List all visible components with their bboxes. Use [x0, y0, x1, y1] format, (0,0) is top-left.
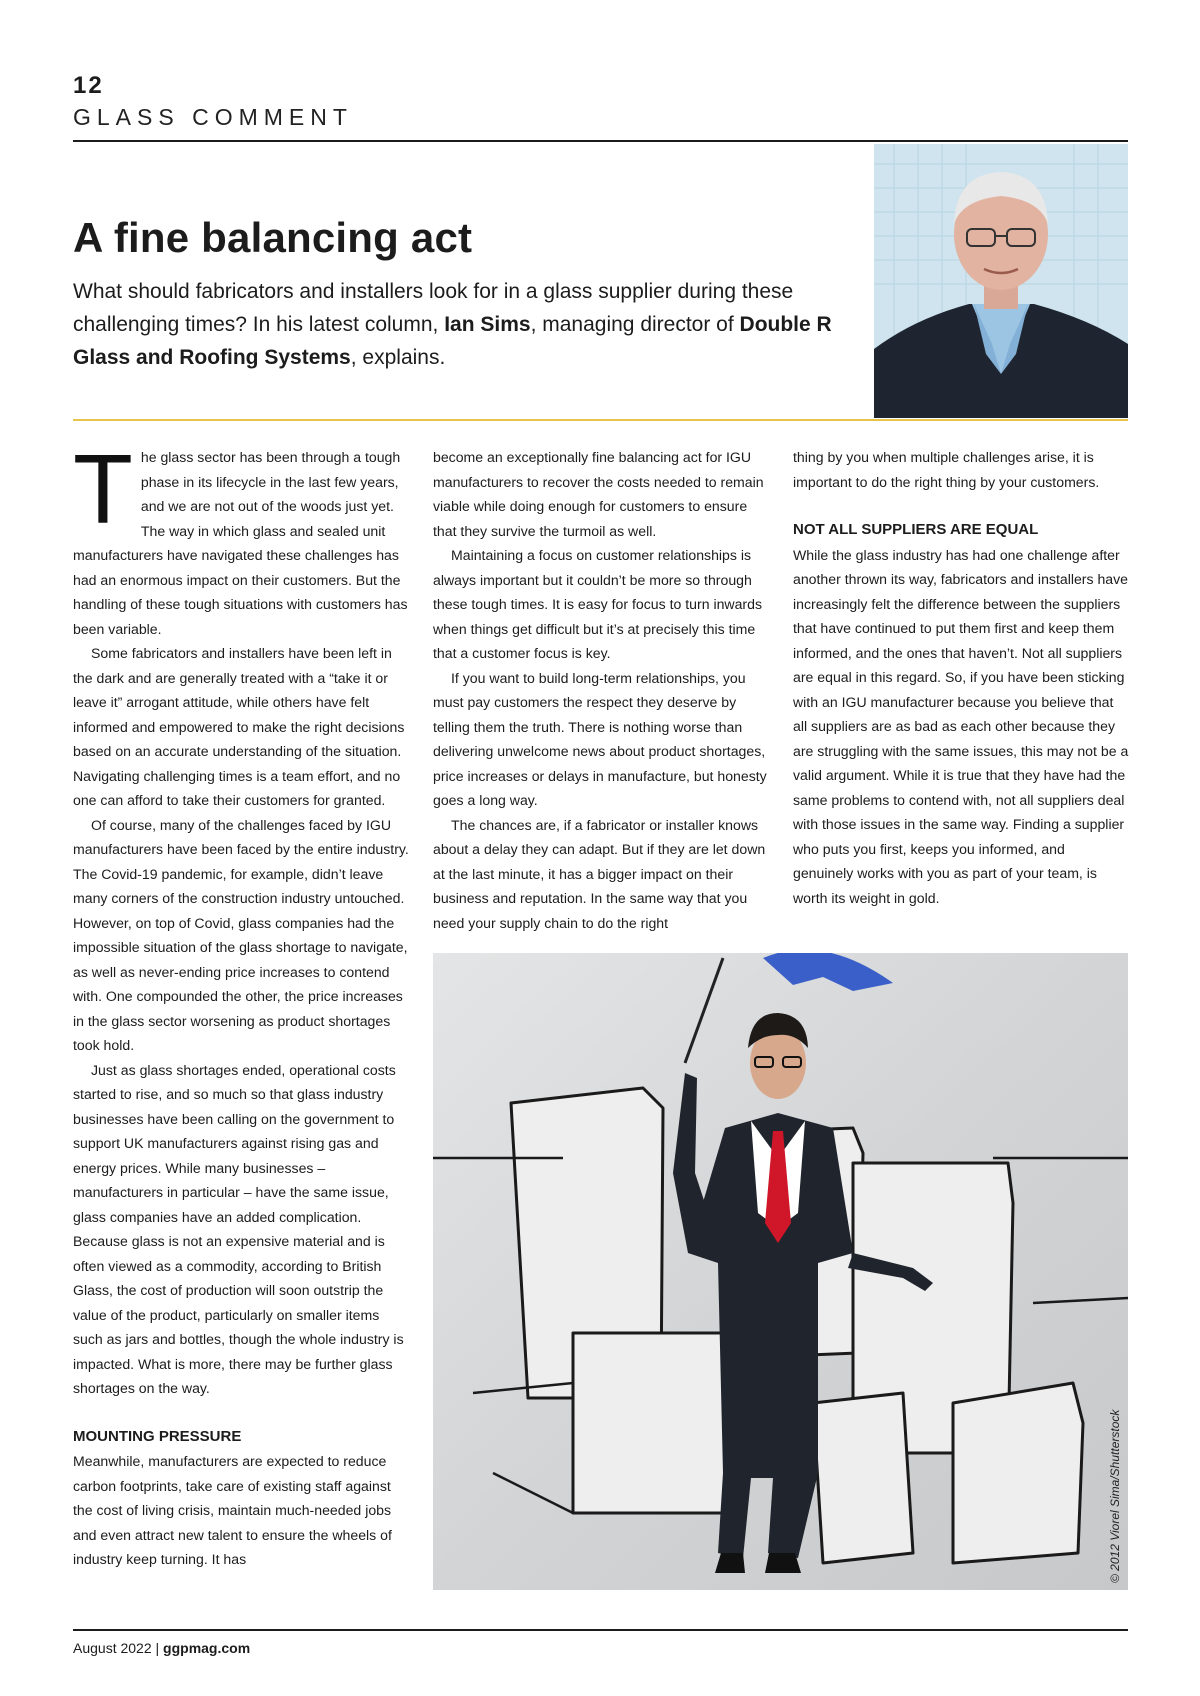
issue-date: August 2022: [73, 1640, 152, 1656]
author-name: Ian Sims: [444, 313, 531, 336]
article-column-2: [433, 445, 769, 935]
headline: A fine balancing act: [73, 214, 473, 261]
paragraph: thing by you when multiple challenges arise, it is important to do the right thing by your customers.: [793, 449, 1100, 490]
standfirst-text: , managing director of: [530, 313, 740, 336]
paragraph: If you want to build long-term relationships, you must pay customers the respect they deserve by telling them the truth. There is nothing worse than delivering unwelcome news about product shortages, price increases or delays in manufacture, but honesty goes a long way.: [433, 669, 767, 808]
subheading: NOT ALL SUPPLIERS ARE EQUAL: [793, 521, 1039, 538]
header-divider: [73, 140, 1128, 142]
article-column-1: [73, 434, 409, 1572]
article-column-3: [793, 445, 1129, 910]
footer-separator: |: [155, 1640, 160, 1656]
paragraph: Of course, many of the challenges faced by IGU manufacturers have been faced by the entire industry. The Covid-19 pandemic, for example, didn’t leave many corners of the construction industry untouched. However, on top of Covid, glass companies had the impossible situation of the glass shortage to navigate, as well as never-ending price increases to contend with. One compounded the other, the price increases in the glass sector worsening as product shortages took hold.: [73, 816, 409, 1053]
paragraph: Meanwhile, manufacturers are expected to reduce carbon footprints, take care of existing staff against the cost of living crisis, maintain much-needed jobs and even attract new talent to ensure the wheels of industry keep turning. It has: [73, 1453, 392, 1567]
paragraph: Some fabricators and installers have been left in the dark and are generally treated with a “take it or leave it” arrogant attitude, while others have felt informed and empowered to make the right decisions based on an accurate understanding of the situation. Navigating challenging times is a team effort, and no one can afford to take their customers for granted.: [73, 645, 405, 808]
paragraph: The chances are, if a fabricator or installer knows about a delay they can adapt. But if they are let down at the last minute, it has a bigger impact on their business and reputation. In the same way that you need your supply chain to do the right: [433, 816, 766, 931]
footer: [73, 1640, 250, 1656]
businessman-umbrella-illustration: [433, 953, 1128, 1590]
drop-cap: T: [73, 434, 133, 544]
standfirst-text: , explains.: [350, 346, 446, 369]
standfirst: [73, 275, 863, 374]
paragraph: Just as glass shortages ended, operational costs started to rise, and so much so that glass industry businesses have been calling on the government to support UK manufacturers against rising gas and energy prices. While many businesses – manufacturers in particular – have the same issue, glass companies have an added complication. Because glass is not an expensive material and is often viewed as a commodity, according to British Glass, the cost of production will soon outstrip the value of the product, particularly on smaller items such as jars and bottles, though the whole industry is impacted. What is more, there may be further glass shortages on the way.: [73, 1061, 404, 1396]
paragraph: become an exceptionally fine balancing act for IGU manufacturers to recover the costs needed to remain viable while doing enough for customers to ensure that they survive the turmoil as well.: [433, 449, 764, 539]
paragraph: While the glass industry has had one challenge after another thrown its way, fabricators and installers have increasingly felt the difference between the suppliers that have continued to put them first and keep them informed, and the ones that haven’t. Not all suppliers are equal in this regard. So, if you have been sticking with an IGU manufacturer because you believe that all suppliers are as bad as each other because they are struggling with the same issues, this may not be a valid argument. While it is true that they have had the same problems to contend with, not all suppliers deal with those issues in the same way. Finding a supplier who puts you first, keeps you informed, and genuinely works with you as part of your team, is worth its weight in gold.: [793, 546, 1129, 906]
standfirst-text: What should fabricators and installers look for in a glass supplier during these challenging times? In his latest column,: [73, 280, 794, 336]
website-link[interactable]: ggpmag.com: [163, 1640, 251, 1656]
footer-divider: [73, 1629, 1128, 1631]
paragraph: he glass sector has been through a tough phase in its lifecycle in the last few years, and we are not out of the woods just yet. The way in which glass and sealed unit manufacturers have navigated these challenges has had an enormous impact on their customers. But the handling of these tough situations with customers has been variable.: [73, 449, 408, 637]
gold-divider: [73, 419, 1128, 421]
section-title: GLASS COMMENT: [73, 104, 353, 130]
company-name: Double R Glass and Roofing Systems: [73, 313, 832, 369]
subheading: MOUNTING PRESSURE: [73, 1427, 242, 1445]
author-photo: [874, 144, 1128, 418]
paragraph: Maintaining a focus on customer relationships is always important but it couldn’t be more so through these tough times. It is easy for focus to turn inwards when things get difficult but it’s at precisely this time that a customer focus is key.: [433, 547, 763, 661]
page-number: 12: [73, 72, 104, 99]
image-credit: © 2012 Viorel Sima/Shutterstock: [1108, 1409, 1122, 1583]
